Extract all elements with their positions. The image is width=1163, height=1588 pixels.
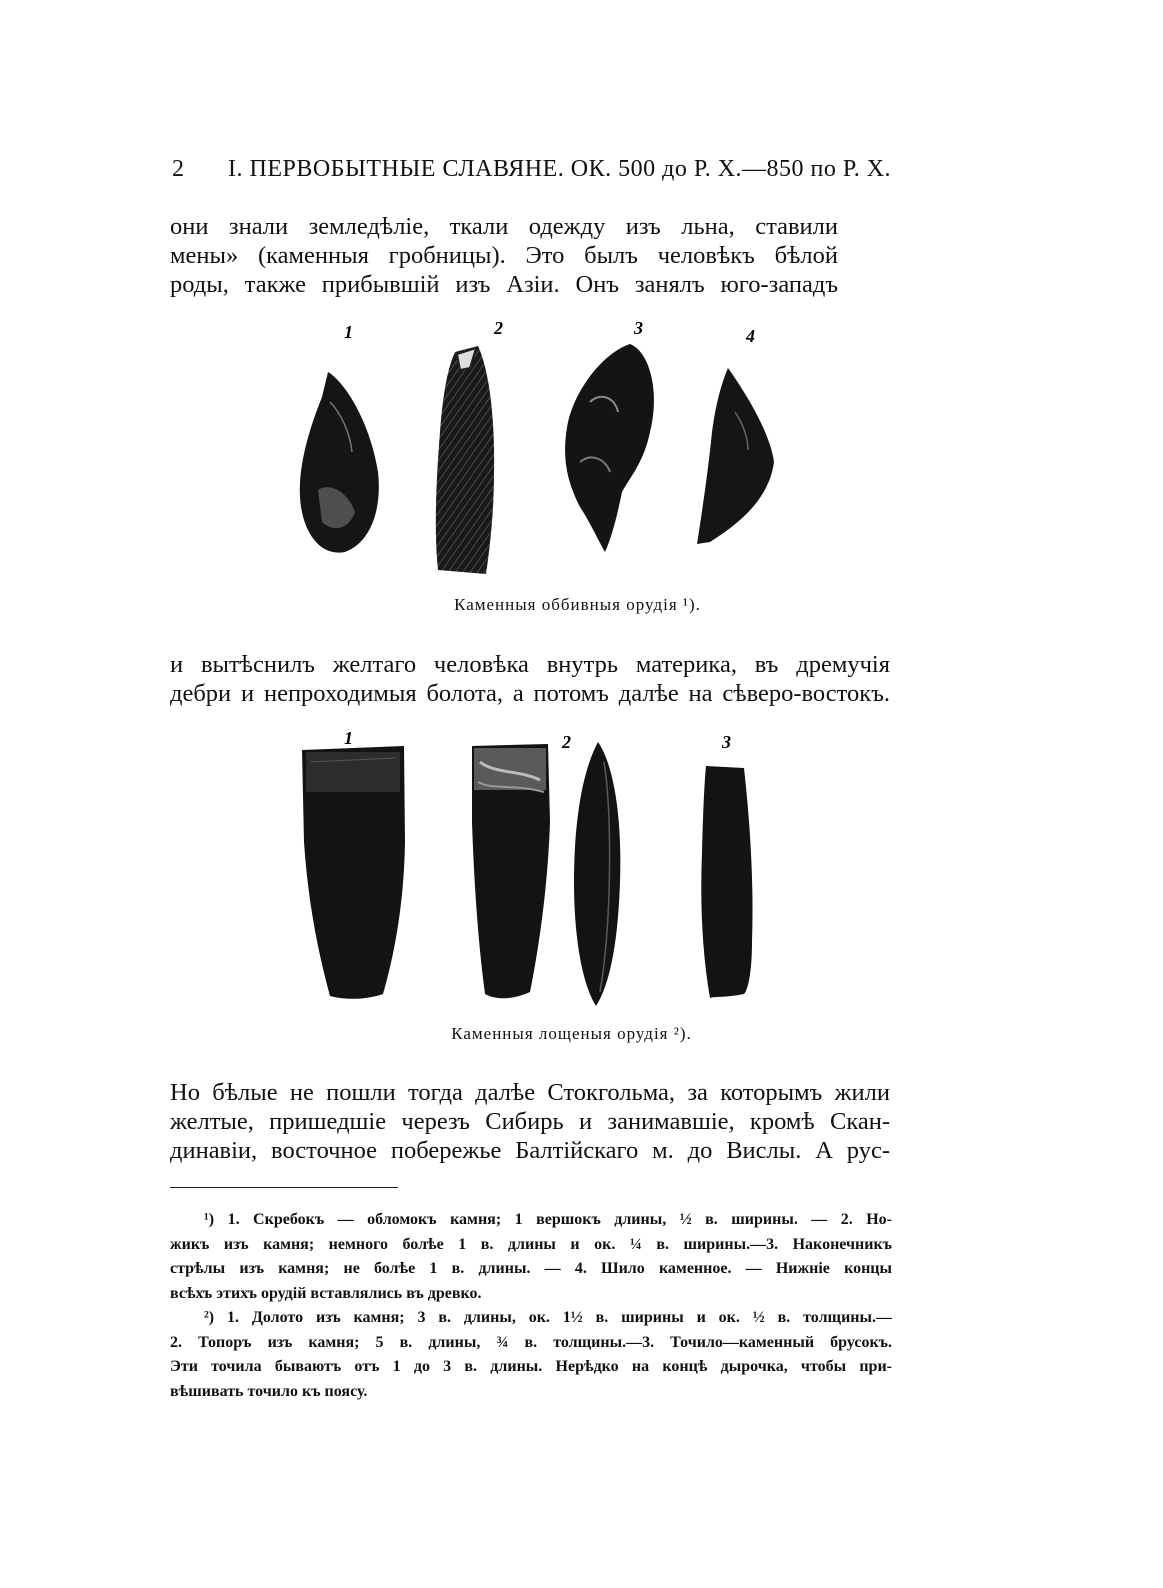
- figure-1-caption: Каменныя оббивныя орудiя ¹).: [454, 595, 701, 614]
- page-number: 2: [172, 156, 185, 182]
- text-line: Но бѣлые не пошли тогда далѣе Стокгольма, за которымъ жили: [170, 1079, 890, 1106]
- text-line: дебри и непроходимыя болота, а потомъ далѣе на сѣверо-востокъ.: [170, 680, 890, 707]
- running-title: I. ПЕРВОБЫТНЫЕ СЛАВЯНЕ. ОК. 500 до Р. Х.—850 по Р. Х.: [228, 156, 892, 182]
- footnote-line: стрѣлы изъ камня; не болѣе 1 в. длины. — 4. Шило каменное. — Нижнiе концы: [170, 1260, 892, 1277]
- figure-polished-tools: [0, 722, 1163, 1014]
- text-line: динавiи, восточное побережье Балтiйскаго м. до Вислы. А рус-: [170, 1137, 890, 1164]
- figure-label: 1: [344, 728, 353, 748]
- text-line: желтые, пришедшiе черезъ Сибирь и занимавшiе, кромѣ Скан-: [170, 1108, 890, 1135]
- footnote-line: ¹) 1. Скребокъ — обломокъ камня; 1 вершокъ длины, ½ в. ширины. — 2. Но-: [204, 1211, 892, 1228]
- text-line: и вытѣснилъ желтаго человѣка внутрь материка, въ дремучiя: [170, 651, 890, 678]
- figure-label: 3: [722, 732, 731, 752]
- footnote-line: Эти точила бываютъ отъ 1 до 3 в. длины. Нерѣдко на концѣ дырочка, чтобы при-: [170, 1358, 892, 1375]
- scraper-tool-image: [300, 372, 379, 553]
- text-line: мены» (каменныя гробницы). Это былъ человѣкъ бѣлой: [170, 242, 838, 269]
- paragraph-2: [170, 650, 890, 708]
- figure-label: 1: [344, 322, 353, 342]
- figure-label: 3: [634, 318, 643, 338]
- figure-label: 2: [562, 732, 571, 752]
- knife-tool-image: [436, 346, 494, 574]
- chisel-tool-image: [302, 746, 405, 999]
- footnote-line: вѣшивать точило къ поясу.: [170, 1382, 368, 1400]
- figure-chipped-tools: [0, 312, 1163, 587]
- text-line: роды, также прибывшiй изъ Азiи. Онъ занялъ юго-западъ: [170, 271, 838, 298]
- axe-tool-image: [472, 744, 550, 998]
- footnote-line: 2. Топоръ изъ камня; 5 в. длины, ¾ в. толщины.—3. Точило—каменный брусокъ.: [170, 1333, 892, 1351]
- paragraph-1: [170, 212, 838, 299]
- footnote-line: жикъ изъ камня; немного болѣе 1 в. длины и ок. ¼ в. ширины.—3. Наконечникъ: [170, 1235, 892, 1253]
- footnote-divider: [170, 1187, 398, 1188]
- footnote-line: ²) 1. Долото изъ камня; 3 в. длины, ок. 1½ в. ширины и ок. ½ в. толщины.—: [204, 1309, 892, 1326]
- paragraph-3: [170, 1078, 890, 1165]
- figure-label: 4: [746, 326, 755, 346]
- footnotes: [170, 1208, 892, 1404]
- figure-label: 2: [494, 318, 503, 338]
- arrowhead-tool-image: [565, 344, 654, 552]
- awl-tool-image: [697, 368, 774, 544]
- footnote-line: всѣхъ этихъ орудiй вставлялись въ древко.: [170, 1284, 482, 1302]
- text-line: они знали земледѣлie, ткали одежду изъ льна, ставили: [170, 213, 838, 240]
- whetstone-tool-image: [701, 766, 752, 998]
- figure-2-caption: Каменныя лощеныя орудiя ²).: [451, 1024, 692, 1043]
- axe-side-tool-image: [574, 742, 620, 1006]
